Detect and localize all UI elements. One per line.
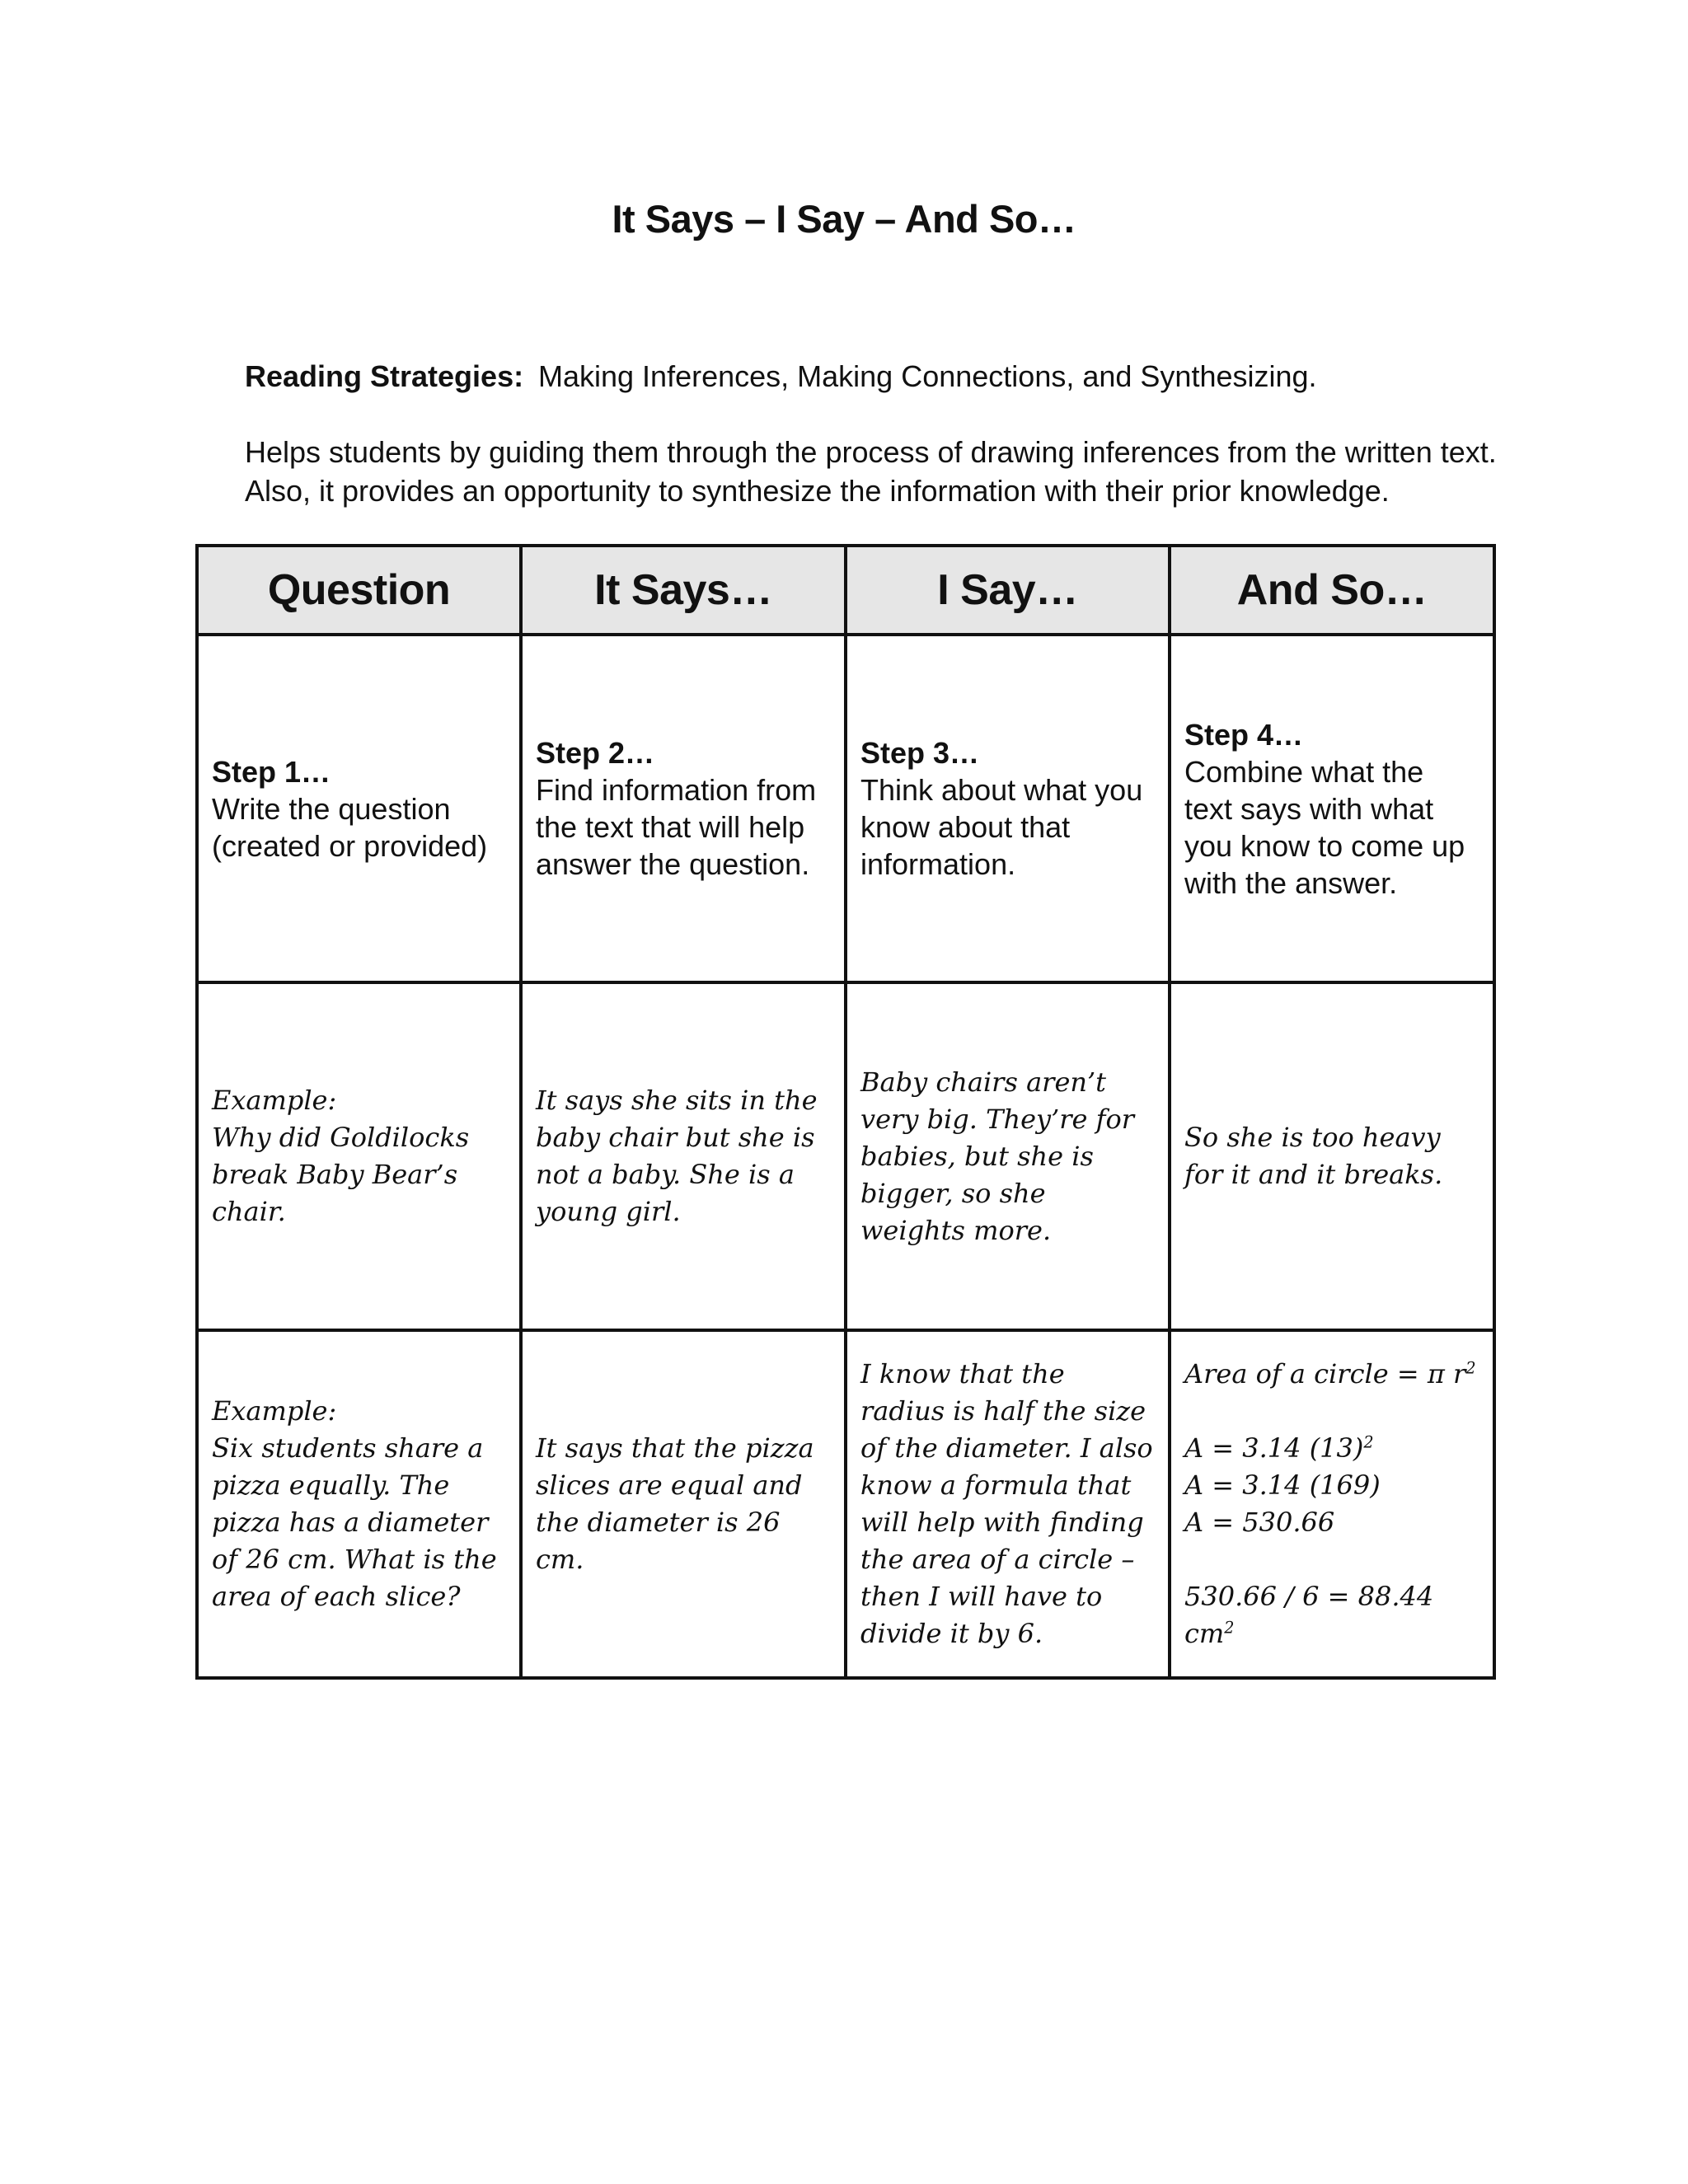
intro-line-1: Helps students by guiding them through the process of drawing inferences from the written text. (245, 435, 1497, 469)
step-3-text: Think about what you know about that information. (860, 773, 1143, 881)
header-and-so: And So… (1170, 546, 1494, 635)
example-2-question: Six students share a pizza equally. The pizza has a diameter of 26 cm. What is the area of each slice? (212, 1432, 497, 1612)
example-2-and-so-cell (1170, 1330, 1494, 1678)
area-formula (1184, 1356, 1479, 1393)
example-1-label: Example: (212, 1085, 337, 1116)
area-formula-exponent: 2 (1465, 1358, 1476, 1378)
step-1-cell (197, 635, 521, 982)
page-title: It Says – I Say – And So… (612, 197, 1076, 241)
header-it-says: It Says… (521, 546, 846, 635)
step-4-text: Combine what the text says with what you know to come up with the answer. (1184, 754, 1465, 900)
example-2-it-says-cell: It says that the pizza slices are equal and the diameter is 26 cm. (521, 1330, 846, 1678)
it-says-i-say-table (195, 544, 1496, 1680)
step-1-title: Step 1… (212, 754, 331, 789)
example-1-question: Why did Goldilocks break Baby Bear’s chair. (212, 1122, 470, 1227)
step-1-text: Write the question (created or provided) (212, 791, 488, 863)
example-1-it-says-cell: It says she sits in the baby chair but she is not a baby. She is a young girl. (521, 982, 846, 1330)
example-2-row (197, 1330, 1494, 1678)
step-2-text: Find information from the text that will help answer the question. (536, 773, 817, 881)
step-3-cell (846, 635, 1170, 982)
reading-strategies-label: Reading Strategies: (245, 359, 524, 393)
calc-step-1-exponent: 2 (1363, 1432, 1374, 1452)
calc-result-exponent: 2 (1224, 1618, 1235, 1638)
area-formula-text: Area of a circle = π r (1184, 1358, 1466, 1390)
calc-result-text: 530.66 / 6 = 88.44 cm (1184, 1581, 1434, 1649)
calc-step-3: A = 530.66 (1184, 1507, 1335, 1538)
header-question: Question (197, 546, 521, 635)
calc-result (1184, 1578, 1479, 1652)
example-1-question-cell (197, 982, 521, 1330)
reading-strategies-value: Making Inferences, Making Connections, and Synthesizing. (538, 359, 1317, 393)
intro-line-2: Also, it provides an opportunity to synthesize the information with their prior knowledge. (245, 474, 1390, 508)
example-2-label: Example: (212, 1395, 337, 1427)
steps-row (197, 635, 1494, 982)
example-2-i-say-cell: I know that the radius is half the size of the diameter. I also know a formula that will help with finding the area of a circle – then I will have to divide it by 6. (846, 1330, 1170, 1678)
header-row (197, 546, 1494, 635)
example-2-question-cell (197, 1330, 521, 1678)
example-1-i-say-cell: Baby chairs aren’t very big. They’re for babies, but she is bigger, so she weights more. (846, 982, 1170, 1330)
example-1-and-so-cell: So she is too heavy for it and it breaks. (1170, 982, 1494, 1330)
calc-step-2: A = 3.14 (169) (1184, 1469, 1381, 1501)
intro-paragraph (245, 433, 1497, 510)
reading-strategies (245, 359, 1317, 394)
step-2-cell (521, 635, 846, 982)
step-4-title: Step 4… (1184, 717, 1304, 752)
step-4-cell (1170, 635, 1494, 982)
step-2-title: Step 2… (536, 736, 655, 770)
header-i-say: I Say… (846, 546, 1170, 635)
step-3-title: Step 3… (860, 736, 980, 770)
example-1-row (197, 982, 1494, 1330)
calc-step-1 (1184, 1430, 1479, 1467)
calc-step-1-text: A = 3.14 (13) (1184, 1432, 1364, 1464)
